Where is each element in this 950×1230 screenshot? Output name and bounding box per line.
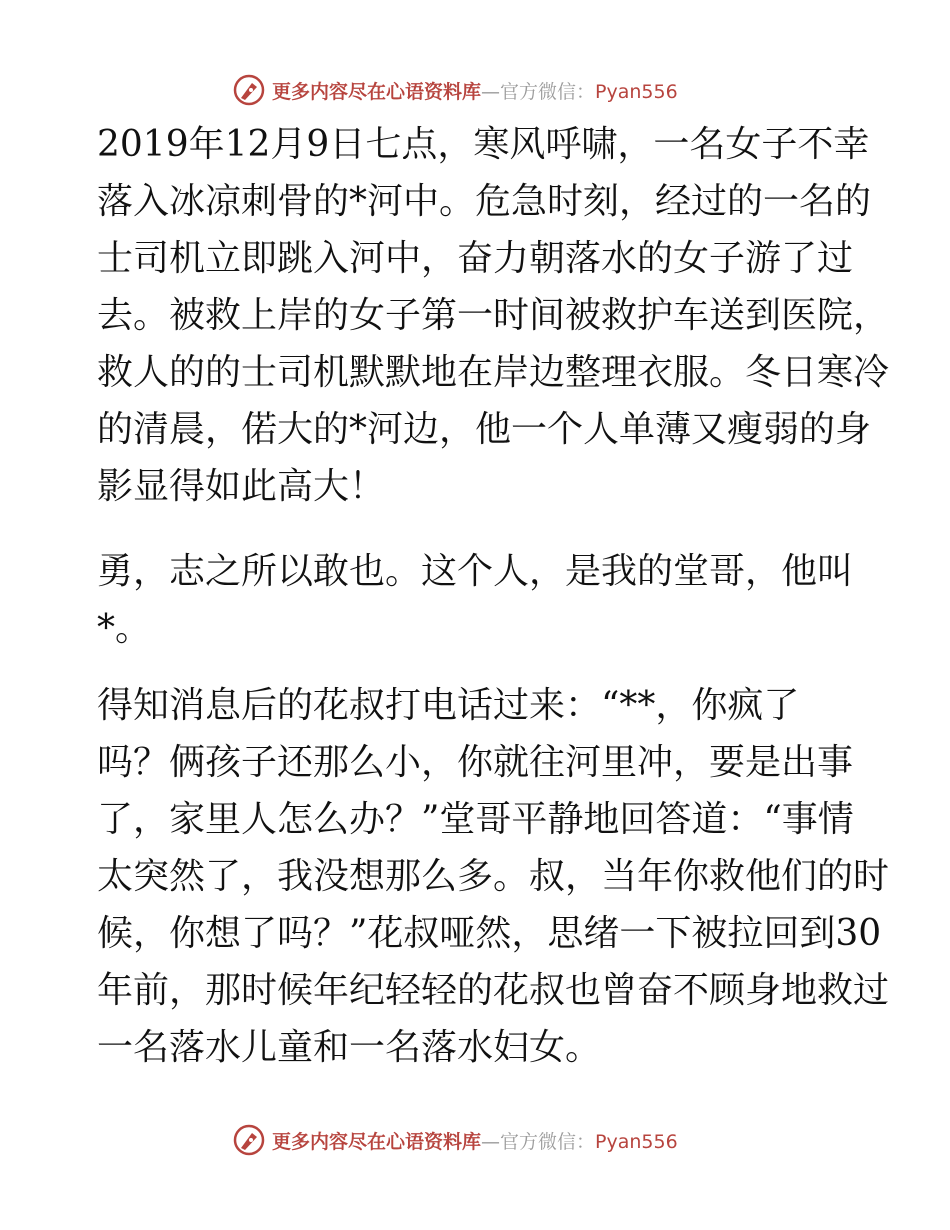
watermark-brand: 更多内容尽在心语资料库 <box>272 1130 482 1153</box>
text-line: 太突然了，我没想那么多。叔，当年你救他们的时 <box>97 856 890 897</box>
text-line: 得知消息后的花叔打电话过来：“**，你疯了 <box>97 685 800 726</box>
text-line: 影显得如此高大！ <box>97 466 386 507</box>
watermark-dash: — <box>481 1130 501 1153</box>
watermark-official-label: 官方微信： <box>500 1130 596 1153</box>
text-line: 了，家里人怎么办？”堂哥平静地回答道：“事情 <box>97 799 854 840</box>
text-line: 去。被救上岸的女子第一时间被救护车送到医院， <box>97 295 890 336</box>
paragraph-rescue-story <box>97 116 897 515</box>
text-line: 勇，志之所以敢也。这个人，是我的堂哥，他叫 <box>97 551 854 592</box>
watermark-header <box>232 72 752 108</box>
watermark-footer <box>232 1122 752 1158</box>
text-line: 士司机立即跳入河中，奋力朝落水的女子游了过 <box>97 238 854 279</box>
text-line: *。 <box>97 608 152 649</box>
text-line: 年前，那时候年纪轻轻的花叔也曾奋不顾身地救过 <box>97 970 890 1011</box>
text-line: 候，你想了吗？”花叔哑然，思绪一下被拉回到30 <box>97 913 882 954</box>
watermark-dash: — <box>481 80 501 103</box>
paragraph-courage <box>97 543 897 657</box>
text-line: 救人的的士司机默默地在岸边整理衣服。冬日寒冷 <box>97 352 890 393</box>
text-line: 吗？俩孩子还那么小，你就往河里冲，要是出事 <box>97 742 854 783</box>
text-line: 落入冰凉刺骨的*河中。危急时刻，经过的一名的 <box>97 181 872 222</box>
text-line: 的清晨，偌大的*河边，他一个人单薄又瘦弱的身 <box>97 409 872 450</box>
paragraph-phone-call <box>97 677 897 1076</box>
text-line: 2019年12月9日七点，寒风呼啸，一名女子不幸 <box>97 124 870 165</box>
watermark-wechat-id: Pyan556 <box>595 80 678 103</box>
pen-nib-logo-icon <box>232 73 266 107</box>
text-line: 一名落水儿童和一名落水妇女。 <box>97 1027 602 1068</box>
watermark-wechat-id: Pyan556 <box>595 1130 678 1153</box>
watermark-brand: 更多内容尽在心语资料库 <box>272 80 482 103</box>
watermark-official-label: 官方微信： <box>500 80 596 103</box>
pen-nib-logo-icon <box>232 1123 266 1157</box>
